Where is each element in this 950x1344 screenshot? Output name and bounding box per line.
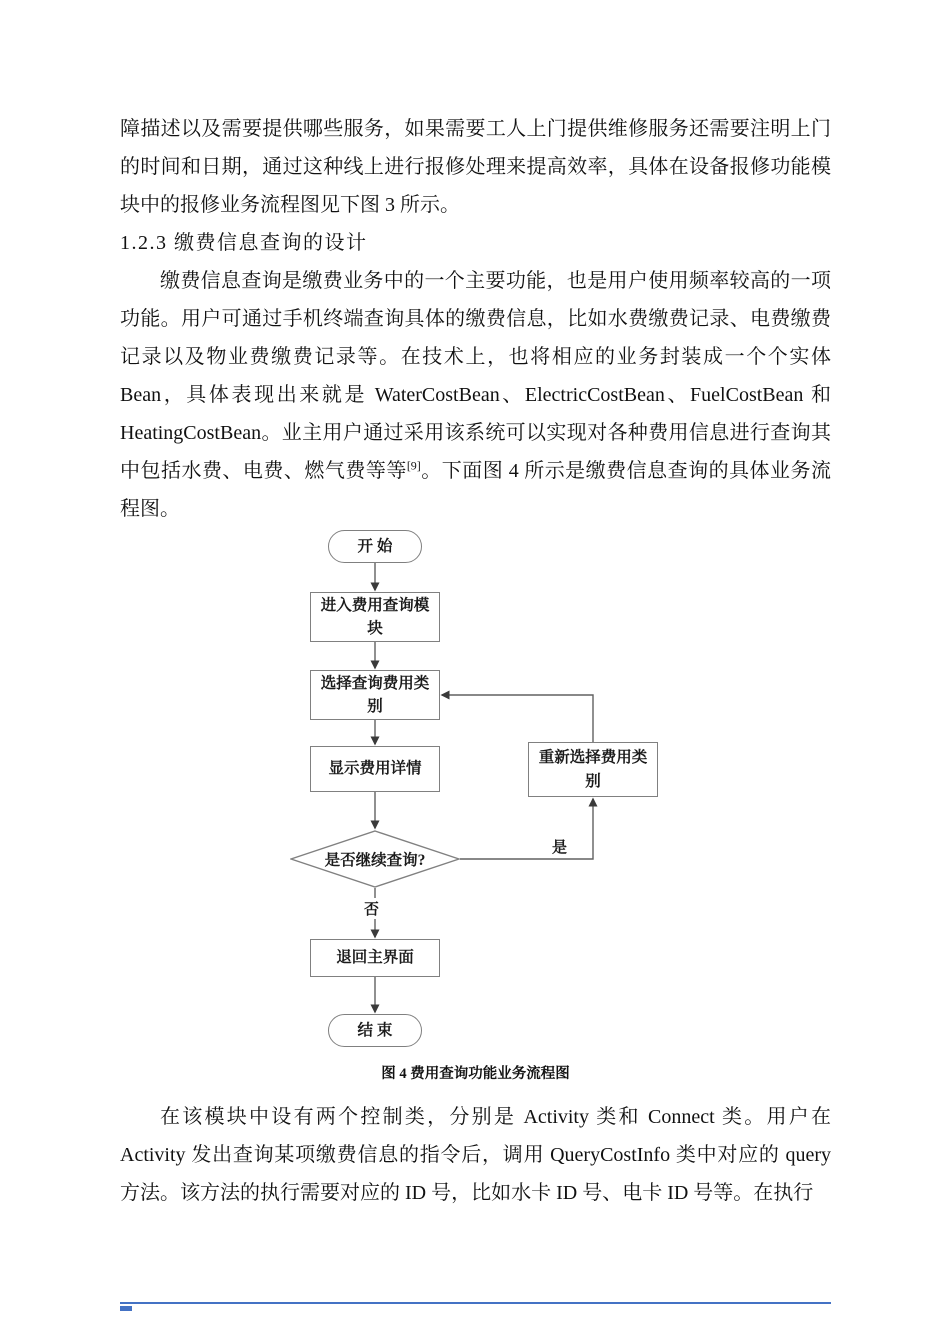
flowchart-node-end: 结 束 xyxy=(328,1014,422,1047)
flowchart-node-enter-module: 进入费用查询模块 xyxy=(310,592,440,642)
flowchart-node-select-category: 选择查询费用类别 xyxy=(310,670,440,720)
decision-label: 是否继续查询? xyxy=(324,852,426,869)
flowchart-node-decision xyxy=(290,830,460,888)
section-heading-1-2-3: 1.2.3 缴费信息查询的设计 xyxy=(120,232,368,254)
paragraph-fee-query xyxy=(120,262,831,528)
footer-mark xyxy=(120,1306,132,1311)
flowchart-node-show-details: 显示费用详情 xyxy=(310,746,440,792)
branch-label-no: 否 xyxy=(362,898,381,919)
footer-divider-line xyxy=(120,1302,831,1304)
flowchart-node-start: 开 始 xyxy=(328,530,422,563)
flowchart-figure xyxy=(120,530,831,1050)
citation-ref-9: [9] xyxy=(406,458,421,473)
figure-caption: 图 4 费用查询功能业务流程图 xyxy=(381,1066,570,1082)
paragraph-fee-query-text-1: 缴费信息查询是缴费业务中的一个主要功能，也是用户使用频率较高的一项功能。用户可通过手机终端查询具体的缴费信息，比如水费缴费记录、电费缴费记录以及物业费缴费记录等。在技术上，也将相应的业务封装成一个个实体 Bean，具体表现出来就是 WaterCostBean、ElectricCostBean、FuelCostBean 和 HeatingCostBean。业主用户通过采用该系统可以实现对各种费用信息进行查询其中包括水费、电费、燃气费等等 xyxy=(120,270,831,482)
paragraph-control-classes: 在该模块中设有两个控制类，分别是 Activity 类和 Connect 类。用户在 Activity 发出查询某项缴费信息的指令后，调用 QueryCostInfo 类中对应的 query 方法。该方法的执行需要对应的 ID 号，比如水卡 ID 号、电卡 ID 号等。在执行 xyxy=(120,1106,831,1204)
paragraph-continuation: 障描述以及需要提供哪些服务，如果需要工人上门提供维修服务还需要注明上门的时间和日期，通过这种线上进行报修处理来提高效率，具体在设备报修功能模块中的报修业务流程图见下图 3 所示。 xyxy=(120,118,831,216)
branch-label-yes: 是 xyxy=(550,836,569,857)
flowchart-connectors xyxy=(120,530,831,1050)
paragraph-fee-query-text-2: 。下面图 4 所示是缴费信息查询的具体业务流程图。 xyxy=(120,460,832,520)
flowchart-node-reselect-category: 重新选择费用类别 xyxy=(528,742,658,797)
page-content xyxy=(120,110,831,1212)
flowchart-node-return-main: 退回主界面 xyxy=(310,939,440,977)
